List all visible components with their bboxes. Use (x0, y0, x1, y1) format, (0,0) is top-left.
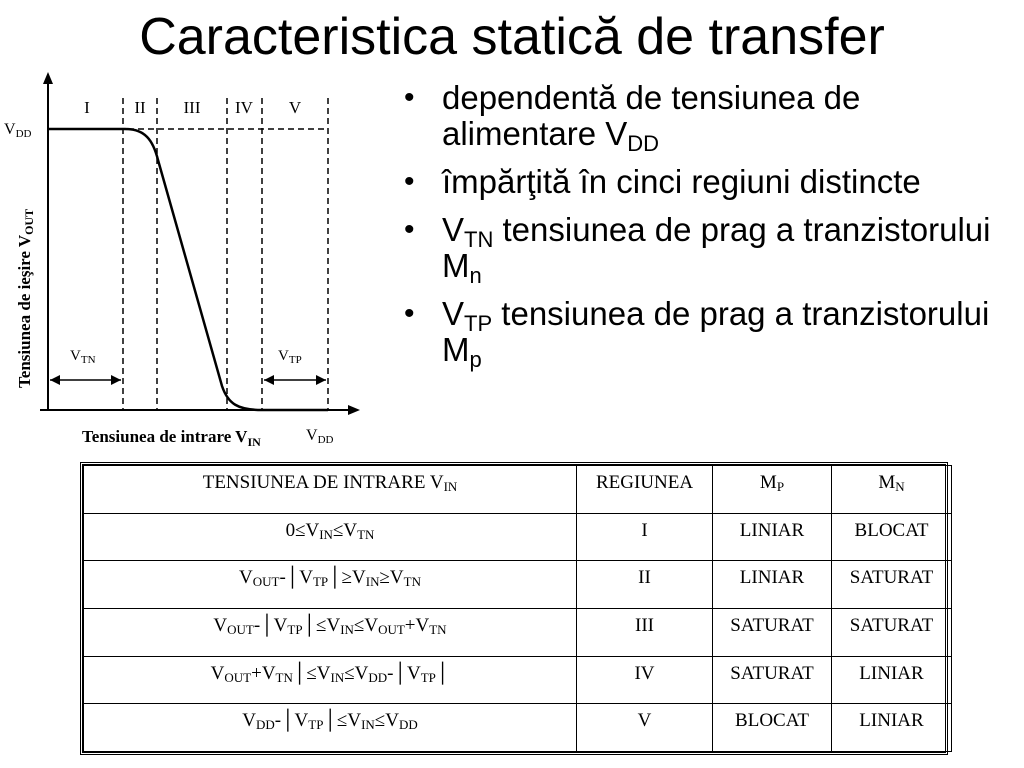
bullet-list (400, 80, 1000, 380)
region-label-iv: IV (235, 98, 253, 117)
vdd-x-label-main: V (306, 427, 318, 444)
regions-table (83, 465, 952, 752)
region-cell: II (577, 561, 713, 609)
vtp-label-sub: TP (288, 354, 302, 366)
header-mn (832, 466, 952, 514)
mn-cell: LINIAR (832, 704, 952, 752)
region-cell: IV (577, 656, 713, 704)
header-mn-text: M (878, 472, 896, 493)
mn-cell: SATURAT (832, 561, 952, 609)
x-axis-label-sub: IN (247, 435, 261, 449)
mn-cell: BLOCAT (832, 513, 952, 561)
bullet-vtp (400, 295, 1000, 372)
mp-cell: LINIAR (713, 513, 832, 561)
table-row (84, 561, 952, 609)
table-row (84, 608, 952, 656)
table-row (84, 513, 952, 561)
bullet-sub: DD (627, 131, 660, 156)
header-vin-text: TENSIUNEA DE INTRARE V (202, 472, 444, 493)
header-region: REGIUNEA (577, 466, 713, 514)
table-row (84, 656, 952, 704)
transfer-curve (48, 129, 328, 410)
bullet-five-regions (400, 164, 1000, 200)
bullet-text: V (442, 211, 465, 248)
mp-cell: SATURAT (713, 656, 832, 704)
bullet-dot: • (404, 213, 415, 246)
bullet-text: V (442, 295, 465, 332)
slide-title: Caracteristica statică de transfer (139, 8, 885, 66)
mp-cell: SATURAT (713, 608, 832, 656)
transfer-characteristic-svg (0, 68, 370, 463)
vtn-label-main: V (70, 348, 81, 364)
region-label-i: I (84, 98, 90, 117)
vtp-label-main: V (278, 348, 289, 364)
bullet-text: dependentă de tensiunea de alimentare V (442, 79, 861, 152)
vtn-label-sub: TN (80, 354, 96, 366)
y-axis-label-main: Tensiunea de ieşire V (15, 234, 34, 388)
regions-table-frame (80, 462, 948, 755)
mn-cell: LINIAR (832, 656, 952, 704)
x-axis-label-main: Tensiunea de intrare V (82, 427, 248, 446)
header-mn-sub: N (895, 479, 905, 494)
region-cell: V (577, 704, 713, 752)
condition-cell-iii: $V_{OUT}-│V_{TP}│\le V_{IN}\le V_{OUT}+V_{TN}$ (84, 608, 577, 656)
x-axis-arrowhead (348, 405, 360, 415)
bullet-text: împărţită în cinci regiuni distincte (442, 163, 921, 200)
bullet-sub: TN (464, 227, 494, 252)
bullet-dot: • (404, 165, 415, 198)
bullet-tail: tensiunea de prag a tranzistorului M (442, 295, 990, 368)
region-label-ii: II (134, 98, 146, 117)
condition-cell-i: $0\le V_{IN}\le V_{TN}$ (84, 513, 577, 561)
bullet-sub2: n (469, 263, 482, 288)
y-axis-label (15, 209, 36, 388)
vdd-x-label (306, 427, 334, 446)
header-mp-text: M (759, 472, 777, 493)
mn-cell: SATURAT (832, 608, 952, 656)
vdd-y-label-sub: DD (15, 128, 32, 140)
y-axis-arrowhead (43, 72, 53, 84)
vdd-y-label (4, 121, 32, 140)
vtn-label (70, 348, 96, 366)
condition-cell-iv: $V_{OUT}+V_{TN}│\le V_{IN}\le V_{DD}-│V_{TP}│$ (84, 656, 577, 704)
bullet-tail: tensiunea de prag a tranzistorului M (442, 211, 991, 284)
condition-cell-ii: $V_{OUT}-│V_{TP}│\ge V_{IN}\ge V_{TN}$ (84, 561, 577, 609)
header-vin (84, 466, 577, 514)
bullet-vtn (400, 211, 1000, 288)
region-label-v: V (288, 98, 302, 117)
vdd-x-label-sub: DD (317, 434, 334, 446)
mp-cell: LINIAR (713, 561, 832, 609)
transfer-characteristic-figure (0, 68, 370, 463)
mp-cell: BLOCAT (713, 704, 832, 752)
vdd-y-label-main: V (4, 121, 16, 138)
region-cell: I (577, 513, 713, 561)
table-header-row (84, 466, 952, 514)
x-axis-label (82, 427, 261, 449)
bullet-sub2: p (469, 347, 482, 372)
bullet-dot: • (404, 297, 415, 330)
vtn-arrow-right (111, 375, 121, 385)
region-cell: III (577, 608, 713, 656)
bullet-dot: • (404, 81, 415, 114)
y-axis-label-sub: OUT (22, 208, 36, 235)
vtp-arrow-right (316, 375, 326, 385)
bullet-supply-dependence (400, 79, 1000, 156)
condition-cell-v: $V_{DD}-│V_{TP}│\le V_{IN}\le V_{DD}$ (84, 704, 577, 752)
vtp-label (278, 348, 302, 366)
vtn-arrow-left (50, 375, 60, 385)
header-mp-sub: P (776, 479, 785, 494)
header-vin-sub: IN (443, 479, 458, 494)
region-label-iii: III (183, 98, 201, 117)
bullet-sub: TP (464, 311, 493, 336)
vtp-arrow-left (264, 375, 274, 385)
table-row (84, 704, 952, 752)
header-mp (713, 466, 832, 514)
